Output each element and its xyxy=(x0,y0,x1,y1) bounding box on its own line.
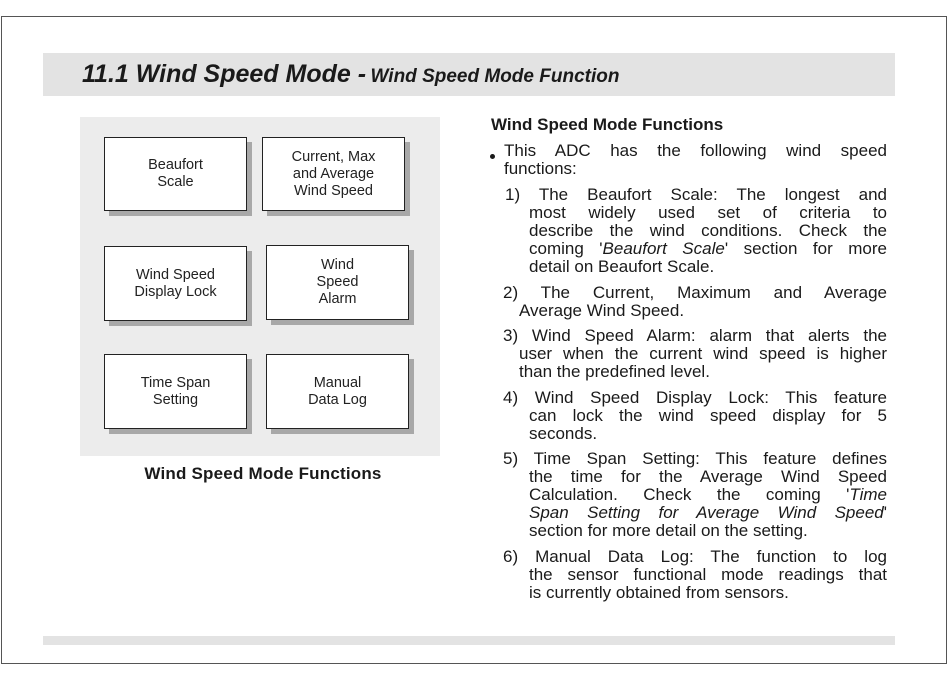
section-title-sub: Wind Speed Mode Function xyxy=(370,66,620,87)
section-title xyxy=(82,60,619,89)
text-line xyxy=(505,240,887,258)
box-label: Wind Speed Display Lock xyxy=(134,266,217,300)
box-label: Manual Data Log xyxy=(308,374,367,408)
box-label: Wind Speed Alarm xyxy=(316,257,359,307)
list-item-display-lock xyxy=(503,389,887,443)
text-line: the time for the Average Wind Speed xyxy=(529,467,887,486)
box-current-max-average xyxy=(262,137,405,211)
list-item-current-max xyxy=(503,284,887,320)
text-line: 4) Wind Speed Display Lock: This feature xyxy=(503,388,887,407)
list-item-alarm xyxy=(503,327,887,381)
text-line: can lock the wind speed display for 5 xyxy=(529,406,887,425)
text-line: 3) Wind Speed Alarm: alarm that alerts the xyxy=(503,326,887,345)
box-label: Current, Max and Average Wind Speed xyxy=(291,148,376,199)
text-line: is currently obtained from sensors. xyxy=(529,583,789,602)
bullet-icon xyxy=(490,154,495,159)
box-beaufort-scale xyxy=(104,137,247,211)
section-title-main: 11.1 Wind Speed Mode - xyxy=(82,60,367,88)
text-line: 2) The Current, Maximum and Average xyxy=(503,283,887,302)
text-fragment: ' xyxy=(883,503,887,522)
text-line: 1) The Beaufort Scale: The longest and xyxy=(505,185,887,204)
text-line: describe the wind conditions. Check the xyxy=(529,221,887,240)
text-line: most widely used set of criteria to xyxy=(529,203,887,222)
list-item-beaufort xyxy=(505,186,887,276)
text-fragment: coming ' xyxy=(529,239,603,258)
box-label: Beaufort Scale xyxy=(148,157,203,190)
text-line: functions: xyxy=(504,159,577,178)
text-line: the sensor functional mode readings that xyxy=(529,565,887,584)
list-item-manual-log xyxy=(503,548,887,602)
box-manual-data-log xyxy=(266,354,409,429)
text-fragment-italic: Time xyxy=(849,485,887,504)
footer-bar xyxy=(43,636,895,645)
text-line: user when the current wind speed is higher xyxy=(519,344,887,363)
content-heading: Wind Speed Mode Functions xyxy=(491,115,724,134)
text-line: section for more detail on the setting. xyxy=(529,521,808,540)
text-line: than the predefined level. xyxy=(519,362,710,381)
text-line: This ADC has the following wind speed xyxy=(504,141,887,160)
box-label: Time Span Setting xyxy=(140,374,211,408)
intro-paragraph xyxy=(504,142,887,178)
text-line: 5) Time Span Setting: This feature defines xyxy=(503,449,887,468)
box-display-lock xyxy=(104,246,247,321)
text-line xyxy=(503,486,887,504)
functions-diagram xyxy=(80,117,440,456)
text-line: seconds. xyxy=(529,424,598,443)
text-fragment-italic: Span Setting for Average Wind Speed xyxy=(529,503,884,522)
box-time-span-setting xyxy=(104,354,247,429)
text-line: 6) Manual Data Log: The function to log xyxy=(503,547,887,566)
text-fragment-italic: Beaufort Scale xyxy=(602,239,725,258)
text-line: detail on Beaufort Scale. xyxy=(529,257,715,276)
list-item-time-span xyxy=(503,450,887,540)
text-line xyxy=(503,504,887,522)
box-wind-speed-alarm xyxy=(266,245,409,320)
diagram-caption: Wind Speed Mode Functions xyxy=(144,464,382,483)
text-line: Average Wind Speed. xyxy=(519,301,685,320)
text-fragment: ' section for more xyxy=(724,239,887,258)
text-fragment: Calculation. Check the coming ' xyxy=(529,485,850,504)
